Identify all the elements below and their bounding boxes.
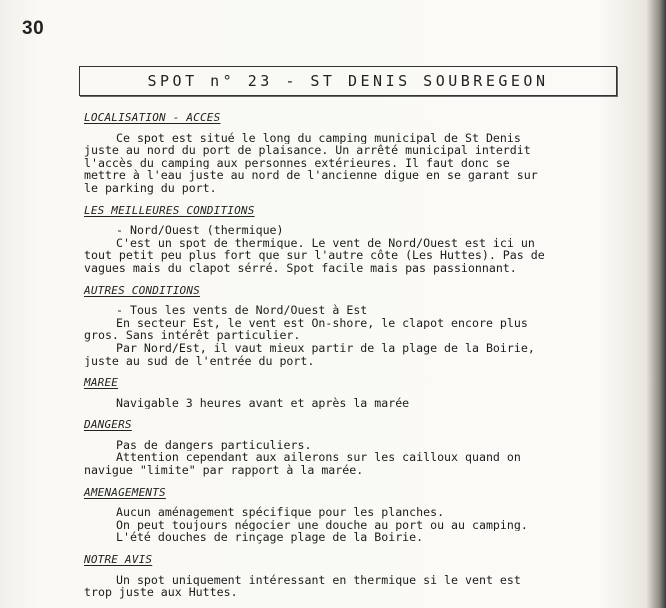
text-line: On peut toujours négocier une douche au port ou au camping. <box>116 518 528 532</box>
spot-content <box>84 112 618 599</box>
text-line: - Tous les vents de Nord/Ouest à Est <box>116 304 368 317</box>
section-body <box>84 132 618 195</box>
text-line: C'est un spot de thermique. Le vent de Nord/Ouest est ici un <box>116 236 535 250</box>
text-line: Par Nord/Est, il vaut mieux partir de la plage de la Boirie, <box>116 341 535 355</box>
section-maree <box>84 377 618 409</box>
text-line: Aucun aménagement spécifique pour les planches. <box>116 506 445 519</box>
section-body <box>84 224 618 274</box>
text-line: l'accès du camping aux personnes extérieures. Il faut donc se <box>84 156 510 170</box>
section-notre-avis <box>84 554 618 599</box>
text-line: trop juste aux Huttes. <box>84 586 238 599</box>
section-heading: AMENAGEMENTS <box>84 485 166 499</box>
text-line: Ce spot est situé le long du camping municipal de St Denis <box>116 131 521 145</box>
section-body <box>84 439 618 477</box>
text-line: navigue "limite" par rapport à la marée. <box>84 464 364 477</box>
text-line: Un spot uniquement intéressant en thermique si le vent est <box>116 573 521 587</box>
text-line: Navigable 3 heures avant et après la marée <box>116 396 410 410</box>
text-line: mettre à l'eau juste au nord de l'ancienne digue en se garant sur <box>84 169 538 182</box>
text-line: tout petit peu plus fort que sur l'autre côte (Les Huttes). Pas de <box>84 249 545 262</box>
section-body <box>84 506 618 544</box>
section-heading: AUTRES CONDITIONS <box>84 283 200 297</box>
page-number: 30 <box>22 18 45 39</box>
section-heading: LES MEILLEURES CONDITIONS <box>84 203 255 217</box>
section-localisation <box>84 112 618 195</box>
section-heading: DANGERS <box>84 418 132 432</box>
text-line: vagues mais du clapot sérré. Spot facile mais pas passionnant. <box>84 261 517 275</box>
section-amenagements <box>84 487 618 544</box>
text-line: Pas de dangers particuliers. <box>116 438 312 452</box>
text-line: Attention cependant aux ailerons sur les cailloux quand on <box>116 451 521 465</box>
text-line: En secteur Est, le vent est On-shore, le clapot encore plus <box>116 316 528 330</box>
text-line: L'été douches de rinçage plage de la Boirie. <box>116 531 424 545</box>
text-line: - Nord/Ouest (thermique) <box>116 224 284 237</box>
text-line: juste au nord du port de plaisance. Un arrêté municipal interdit <box>84 144 531 157</box>
text-line: le parking du port. <box>84 181 217 195</box>
section-autres-conditions <box>84 285 618 368</box>
section-heading: MAREE <box>84 376 119 390</box>
text-line: gros. Sans intérêt particulier. <box>84 329 301 342</box>
section-meilleures-conditions <box>84 205 618 275</box>
text-line: juste au sud de l'entrée du port. <box>84 354 315 368</box>
section-body <box>84 574 618 599</box>
section-body <box>84 397 618 410</box>
section-heading: NOTRE AVIS <box>84 553 153 567</box>
spot-title-box <box>79 66 617 96</box>
section-dangers <box>84 419 618 476</box>
section-body <box>84 304 618 367</box>
spot-title: SPOT n° 23 - ST DENIS SOUBREGEON <box>147 72 549 90</box>
section-heading: LOCALISATION - ACCES <box>84 111 221 124</box>
